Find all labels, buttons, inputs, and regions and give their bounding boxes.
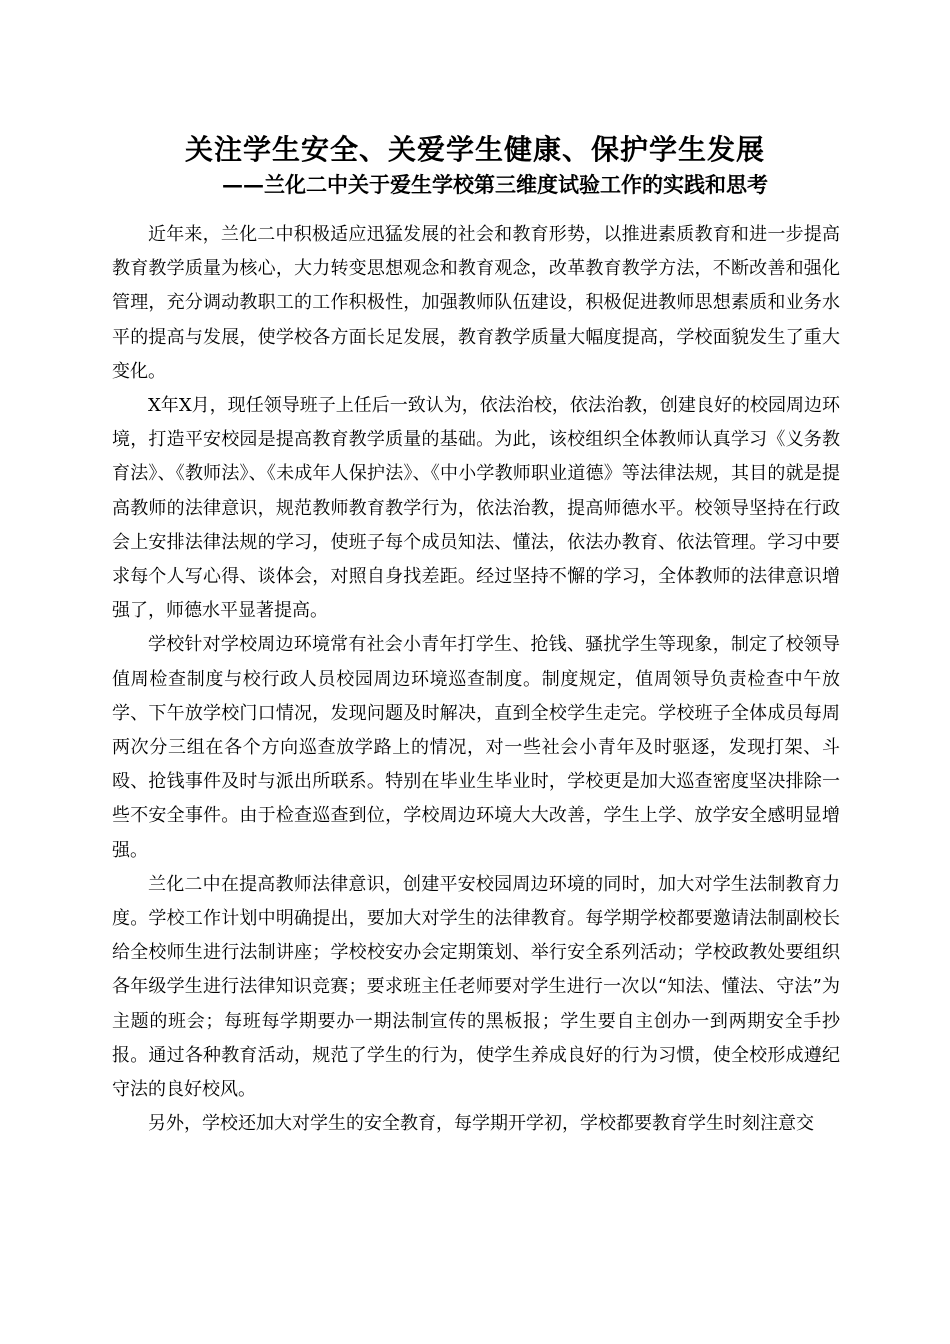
paragraph: 兰化二中在提高教师法律意识，创建平安校园周边环境的同时，加大对学生法制教育力度。学校工作计划中明确提出，要加大对学生的法律教育。每学期学校都要邀请法制副校长给全校师生进行法制讲座；学校校安办会定期策划、举行安全系列活动；学校政教处要组织各年级学生进行法律知识竞赛；要求班主任老师要对学生进行一次以“知法、懂法、守法”为主题的班会；每班每学期要办一期法制宣传的黑板报；学生要自主创办一到两期安全手抄报。通过各种教育活动，规范了学生的行为，使学生养成良好的行为习惯，使全校形成遵纪守法的良好校风。: [112, 873, 840, 1101]
paragraph: 学校针对学校周边环境常有社会小青年打学生、抢钱、骚扰学生等现象，制定了校领导值周检查制度与校行政人员校园周边环境巡查制度。制度规定，值周领导负责检查中午放学、下午放学校门口情况，发现问题及时解决，直到全校学生走完。学校班子全体成员每周两次分三组在各个方向巡查放学路上的情况，对一些社会小青年及时驱逐，发现打架、斗殴、抢钱事件及时与派出所联系。特别在毕业生毕业时，学校更是加大巡查密度坚决排除一些不安全事件。由于检查巡查到位，学校周边环境大大改善，学生上学、放学安全感明显增强。: [112, 634, 840, 861]
document-title: 关注学生安全、关爱学生健康、保护学生发展: [184, 133, 765, 166]
paragraph: X年X月，现任领导班子上任后一致认为，依法治校，依法治教，创建良好的校园周边环境，打造平安校园是提高教育教学质量的基础。为此，该校组织全体教师认真学习《义务教育法》、《教师法》、《未成年人保护法》、《中小学教师职业道德》等法律法规，其目的就是提高教师的法律意识，规范教师教育教学行为，依法治教，提高师德水平。校领导坚持在行政会上安排法律法规的学习，使班子每个成员知法、懂法，依法办教育、依法管理。学习中要求每个人写心得、谈体会，对照自身找差距。经过坚持不懈的学习，全体教师的法律意识增强了，师德水平显著提高。: [112, 395, 840, 622]
document-body: [112, 218, 840, 1141]
document-subtitle: ——兰化二中关于爱生学校第三维度试验工作的实践和思考: [222, 172, 768, 197]
title-block: [100, 131, 850, 201]
paragraph: 另外，学校还加大对学生的安全教育，每学期开学初，学校都要教育学生时刻注意交: [148, 1113, 814, 1135]
paragraph: 近年来，兰化二中积极适应迅猛发展的社会和教育形势，以推进素质教育和进一步提高教育教学质量为核心，大力转变思想观念和教育观念，改革教育教学方法，不断改善和强化管理，充分调动教职工的工作积极性，加强教师队伍建设，积极促进教师思想素质和业务水平的提高与发展，使学校各方面长足发展，教育教学质量大幅度提高，学校面貌发生了重大变化。: [112, 224, 840, 382]
